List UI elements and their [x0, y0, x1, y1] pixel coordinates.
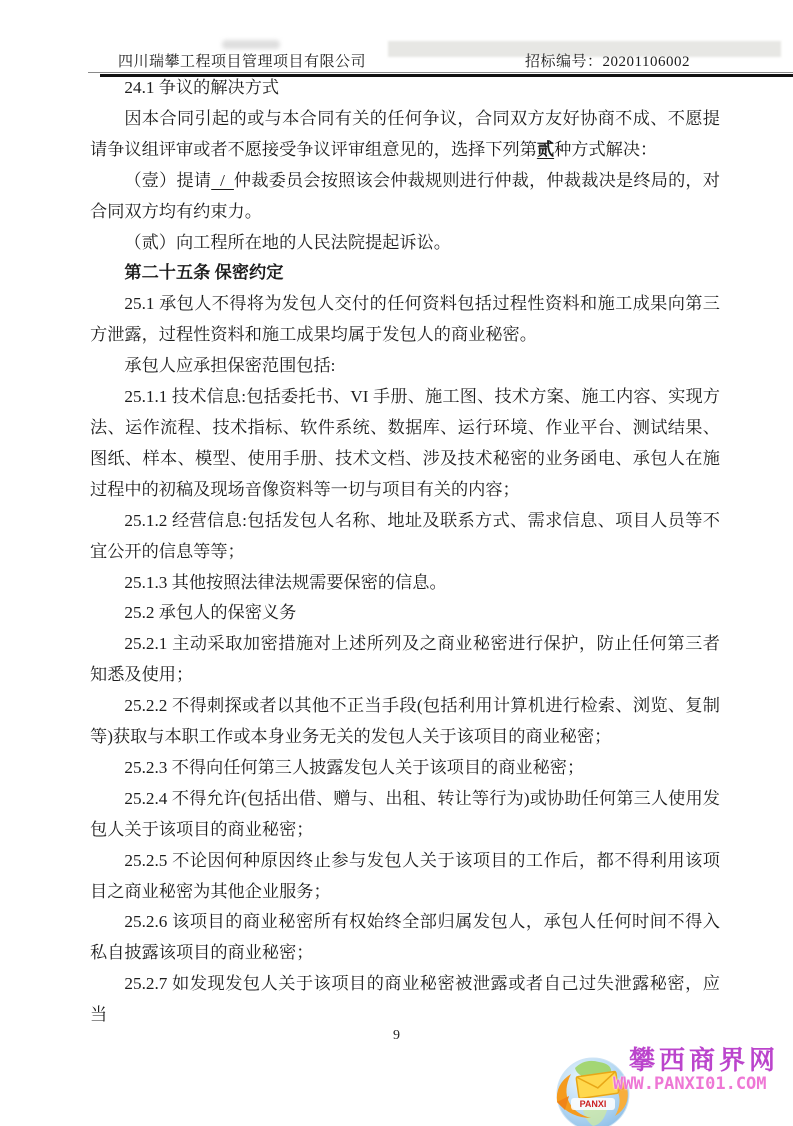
- header-company-name: 四川瑞攀工程项目管理项目有限公司: [118, 54, 367, 70]
- header-bid-number: 招标编号：20201106002: [525, 54, 690, 70]
- paragraph: （壹）提请 / 仲裁委员会按照该会仲裁规则进行仲裁，仲裁裁决是终局的，对合同双方均有约束力。: [90, 170, 720, 221]
- paragraph: 25.2.4 不得允许(包括出借、赠与、出租、转让等行为)或协助任何第三人使用发包人关于该项目的商业秘密；: [90, 788, 720, 839]
- paragraph: 承包人应承担保密范围包括:: [124, 356, 336, 376]
- paragraph: 25.2.1 主动采取加密措施对上述所列及之商业秘密进行保护，防止任何第三者知悉及使用；: [90, 634, 720, 685]
- paragraph: 25.2.6 该项目的商业秘密所有权始终全部归属发包人，承包人任何时间不得入私自披露该项目的商业秘密；: [90, 912, 720, 963]
- document-body: [90, 73, 720, 1031]
- logo-text: PANXI: [579, 1099, 607, 1109]
- paragraph: 25.2.5 不论因何种原因终止参与发包人关于该项目的工作后，都不得利用该项目之商业秘密为其他企业服务；: [90, 850, 720, 901]
- page-header: [88, 52, 793, 72]
- paragraph: 25.1 承包人不得将为发包人交付的任何资料包括过程性资料和施工成果向第三方泄露，过程性资料和施工成果均属于发包人的商业秘密。: [90, 294, 720, 345]
- paragraph: 25.1.2 经营信息:包括发包人名称、地址及联系方式、需求信息、项目人员等不宜公开的信息等等；: [90, 510, 720, 561]
- page-number: 9: [393, 1028, 400, 1043]
- paragraph: 因本合同引起的或与本合同有关的任何争议，合同双方友好协商不成、不愿提请争议组评审或者不愿接受争议评审组意见的，选择下列第贰种方式解决：: [90, 108, 720, 159]
- paragraph: 25.2.3 不得向任何第三人披露发包人关于该项目的商业秘密；: [124, 757, 585, 777]
- paragraph: 25.2 承包人的保密义务: [124, 603, 297, 623]
- watermark-site-name: 攀西商界网: [629, 1045, 780, 1075]
- paragraph: （贰）向工程所在地的人民法院提起诉讼。: [124, 232, 451, 252]
- scan-smudge: [222, 40, 280, 49]
- paragraph: 25.1.3 其他按照法律法规需要保密的信息。: [124, 572, 447, 592]
- watermark-site-url: WWW.PANXI01.COM: [613, 1074, 767, 1094]
- paragraph: 24.1 争议的解决方式: [124, 78, 280, 97]
- paragraph: 25.1.1 技术信息:包括委托书、VI 手册、施工图、技术方案、施工内容、实现方法、运作流程、技术指标、软件系统、数据库、运行环境、作业平台、测试结果、图纸、样本、模型、使用手册、技术文档、涉及技术秘密的业务函电、承包人在施过程中的初稿及现场音像资料等一切与项目有关的内容；: [90, 387, 720, 499]
- site-watermark: [553, 1032, 793, 1122]
- paragraph: 25.2.7 如发现发包人关于该项目的商业秘密被泄露或者自己过失泄露秘密，应当: [90, 974, 720, 1025]
- paragraph: 25.2.2 不得刺探或者以其他不正当手段(包括利用计算机进行检索、浏览、复制等)获取与本职工作或本身业务无关的发包人关于该项目的商业秘密；: [90, 696, 720, 747]
- paragraph: 第二十五条 保密约定: [124, 263, 284, 283]
